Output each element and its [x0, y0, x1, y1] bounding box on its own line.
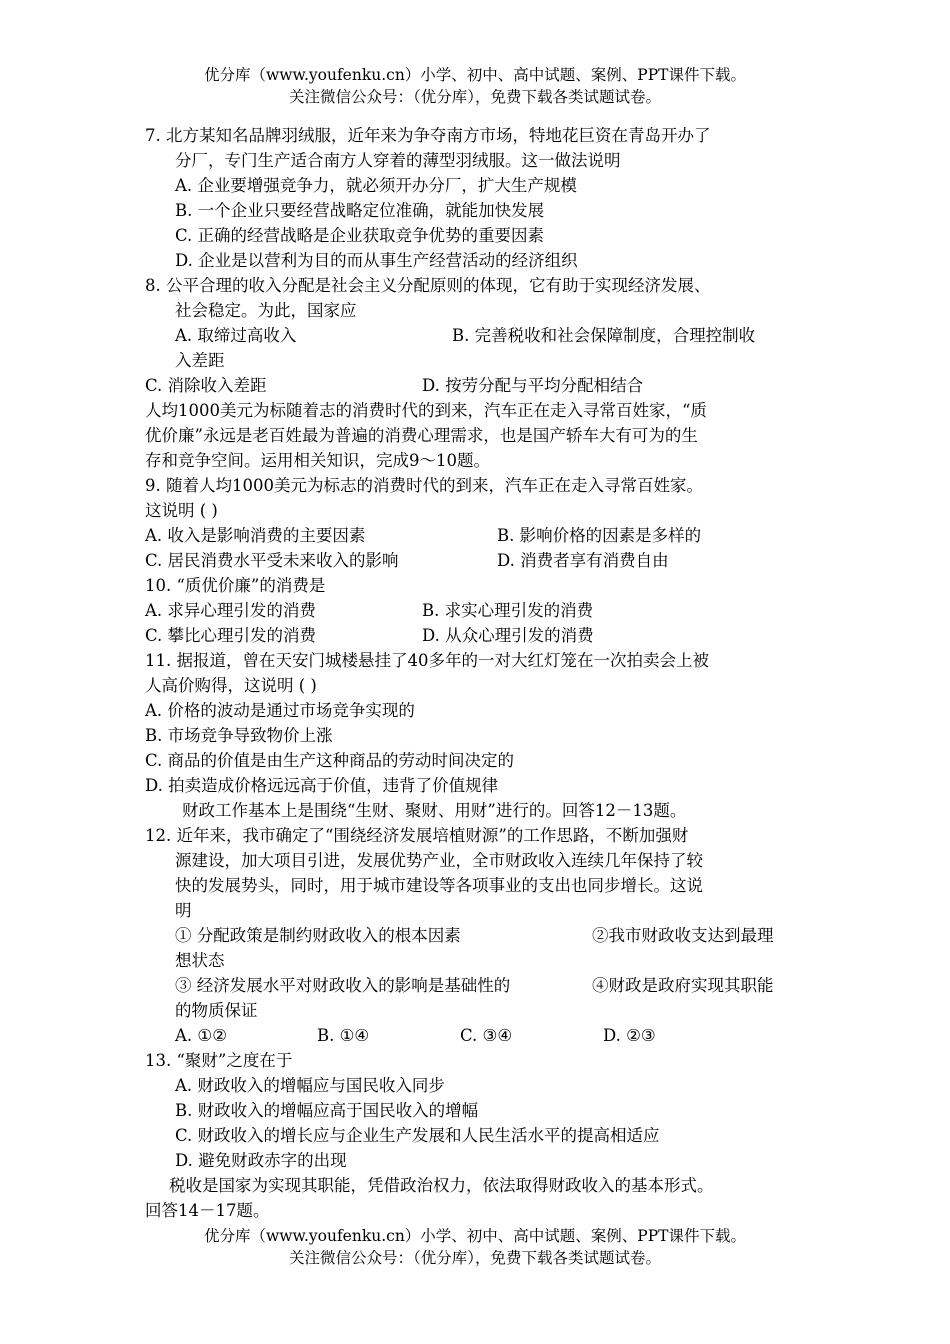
q9-option-b: B. 影响价格的因素是多样的: [497, 526, 702, 545]
q13-option-c: C. 财政收入的增长应与企业生产发展和人民生活水平的提高相适应: [175, 1126, 660, 1145]
q10-option-a: A. 求异心理引发的消费: [145, 601, 316, 620]
q7-stem: 7. 北方某知名品牌羽绒服，近年来为争夺南方市场，特地花巨资在青岛开办了: [145, 126, 711, 145]
q12-statement-4: ④财政是政府实现其职能: [592, 976, 774, 995]
page-footer: [0, 1225, 950, 1269]
q8-option-b-cont: 入差距: [175, 351, 225, 370]
q10-stem: 10. “质优价廉”的消费是: [145, 576, 326, 595]
passage-12-13: 财政工作基本上是围绕“生财、聚财、用财”进行的。回答12－13题。: [182, 801, 687, 820]
q12-stem: 12. 近年来，我市确定了“围绕经济发展培植财源”的工作思路，不断加强财: [145, 826, 689, 845]
q9-option-d: D. 消费者享有消费自由: [497, 551, 669, 570]
q7-option-a: A. 企业要增强竞争力，就必须开办分厂，扩大生产规模: [175, 176, 577, 195]
q11-stem: 11. 据报道，曾在天安门城楼悬挂了40多年的一对大红灯笼在一次拍卖会上被: [145, 651, 709, 670]
q9-stem: 9. 随着人均1000美元为标志的消费时代的到来，汽车正在走入寻常百姓家。: [145, 476, 703, 495]
q8-stem: 8. 公平合理的收入分配是社会主义分配原则的体现，它有助于实现经济发展、: [145, 276, 711, 295]
q9-option-a: A. 收入是影响消费的主要因素: [145, 526, 366, 545]
q8-option-d: D. 按劳分配与平均分配相结合: [422, 376, 644, 395]
q13-stem: 13. “聚财”之度在于: [145, 1051, 293, 1070]
q9-stem-cont: 这说明 ( ): [145, 501, 218, 520]
q7-option-d: D. 企业是以营利为目的而从事生产经营活动的经济组织: [175, 251, 578, 270]
q8-option-c: C. 消除收入差距: [145, 376, 267, 395]
footer-line-1: 优分库（www.youfenku.cn）小学、初中、高中试题、案例、PPT课件下载。: [203, 1227, 747, 1245]
footer-line-2: 关注微信公众号：（优分库），免费下载各类试题试卷。: [288, 1249, 661, 1267]
passage-14-17: 税收是国家为实现其职能，凭借政治权力，依法取得财政收入的基本形式。: [169, 1176, 714, 1195]
q12-statement-1: ① 分配政策是制约财政收入的根本因素: [175, 926, 461, 945]
q12-statement-2: ②我市财政收支达到最理: [592, 926, 774, 945]
q12-statement-2-cont: 想状态: [175, 951, 225, 970]
q7-option-b: B. 一个企业只要经营战略定位准确，就能加快发展: [175, 201, 545, 220]
q10-option-c: C. 攀比心理引发的消费: [145, 626, 317, 645]
q12-option-d: D. ②③: [603, 1026, 656, 1045]
passage-14-17-cont: 回答14－17题。: [145, 1201, 270, 1220]
q12-stem-cont-1: 源建设，加大项目引进，发展优势产业，全市财政收入连续几年保持了较: [175, 851, 703, 870]
q7-stem-cont: 分厂，专门生产适合南方人穿着的薄型羽绒服。这一做法说明: [175, 151, 621, 170]
q11-option-d: D. 拍卖造成价格远远高于价值，违背了价值规律: [145, 776, 499, 795]
q13-option-d: D. 避免财政赤字的出现: [175, 1151, 347, 1170]
header-line-1: 优分库（www.youfenku.cn）小学、初中、高中试题、案例、PPT课件下载。: [203, 66, 747, 84]
q11-option-b: B. 市场竞争导致物价上涨: [145, 726, 333, 745]
q9-option-c: C. 居民消费水平受未来收入的影响: [145, 551, 399, 570]
page-header: [0, 64, 950, 108]
q10-option-b: B. 求实心理引发的消费: [422, 601, 594, 620]
q13-option-b: B. 财政收入的增幅应高于国民收入的增幅: [175, 1101, 479, 1120]
q12-stem-cont-3: 明: [175, 901, 192, 920]
q12-statement-3: ③ 经济发展水平对财政收入的影响是基础性的: [175, 976, 511, 995]
q12-stem-cont-2: 快的发展势头，同时，用于城市建设等各项事业的支出也同步增长。这说: [175, 876, 703, 895]
q11-stem-cont: 人高价购得，这说明 ( ): [145, 676, 317, 695]
q11-option-a: A. 价格的波动是通过市场竞争实现的: [145, 701, 415, 720]
q12-option-b: B. ①④: [317, 1026, 370, 1045]
passage-9-10-cont-2: 存和竞争空间。运用相关知识，完成9～10题。: [145, 451, 490, 470]
header-line-2: 关注微信公众号：（优分库），免费下载各类试题试卷。: [288, 88, 661, 106]
q13-option-a: A. 财政收入的增幅应与国民收入同步: [175, 1076, 445, 1095]
q12-option-c: C. ③④: [460, 1026, 513, 1045]
q12-option-a: A. ①②: [175, 1026, 227, 1045]
q12-statement-4-cont: 的物质保证: [175, 1001, 258, 1020]
q8-option-a: A. 取缔过高收入: [175, 326, 297, 345]
q8-option-b: B. 完善税收和社会保障制度，合理控制收: [452, 326, 756, 345]
q10-option-d: D. 从众心理引发的消费: [422, 626, 594, 645]
q11-option-c: C. 商品的价值是由生产这种商品的劳动时间决定的: [145, 751, 515, 770]
passage-9-10-cont-1: 优价廉”永远是老百姓最为普遍的消费心理需求，也是国产轿车大有可为的生: [145, 426, 698, 445]
passage-9-10: 人均1000美元为标随着志的消费时代的到来，汽车正在走入寻常百姓家，“质: [145, 401, 707, 420]
q8-stem-cont: 社会稳定。为此，国家应: [175, 301, 357, 320]
q7-option-c: C. 正确的经营战略是企业获取竞争优势的重要因素: [175, 226, 545, 245]
